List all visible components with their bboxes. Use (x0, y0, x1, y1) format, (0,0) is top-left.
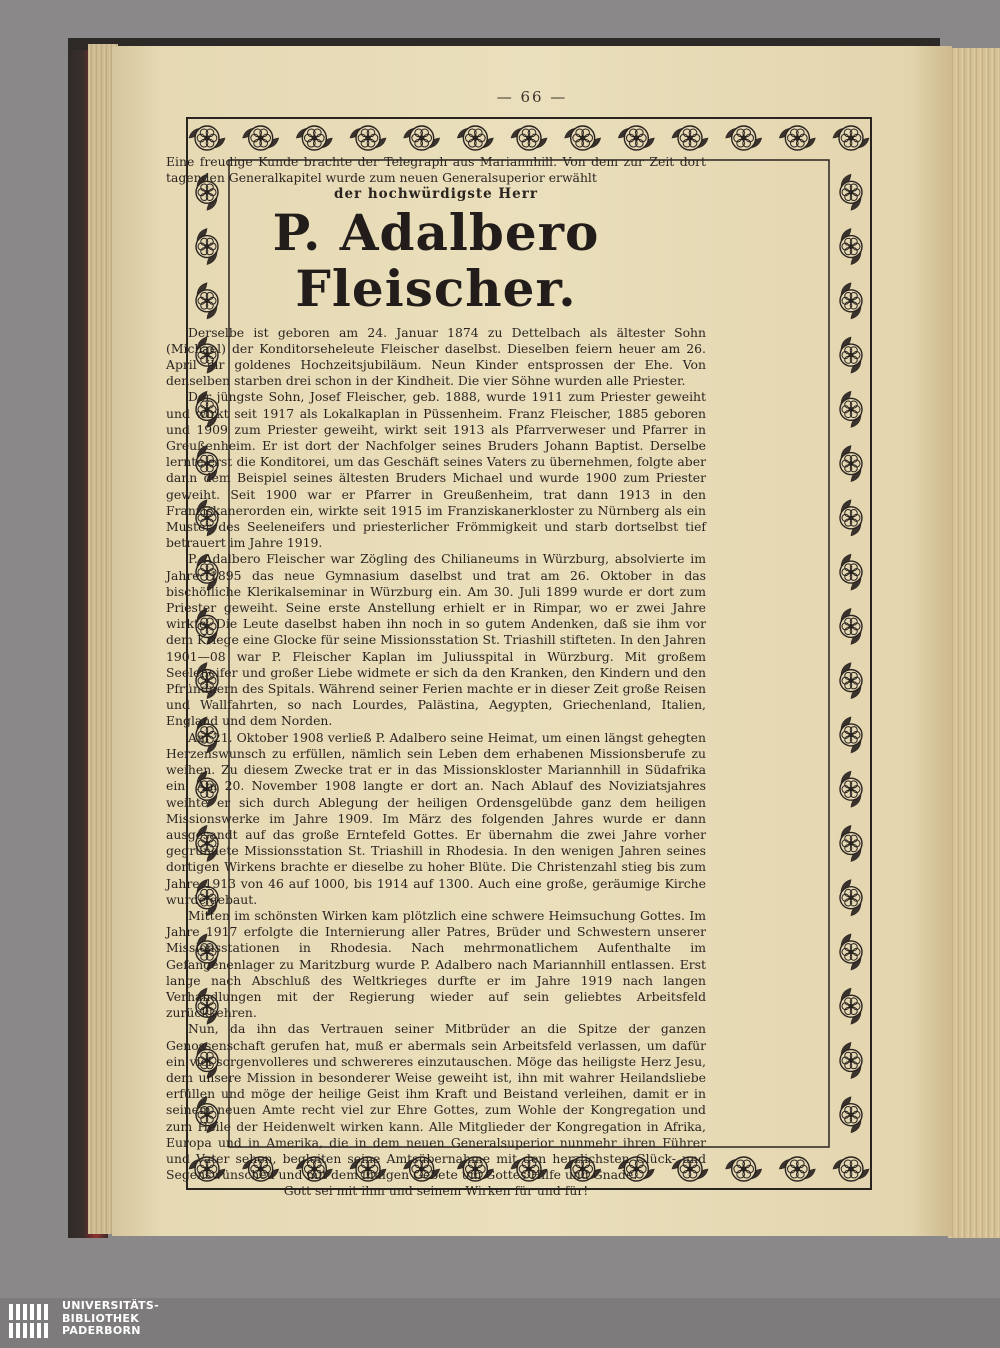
library-name-line: UNIVERSITÄTS- (62, 1299, 159, 1312)
article-subtitle: der hochwürdigste Herr (334, 186, 538, 203)
article (166, 154, 706, 1200)
article-paragraph: Am 21. Oktober 1908 verließ P. Adalbero seine Heimat, um einen längst gehegten Herzenswunsch zu erfüllen, nämlich sein Leben dem erhabenen Missionsberufe zu weihen. Zu diesem Zwecke trat er in das Missionskloster Mariannhill in Südafrika ein. Am 20. November 1908 langte er dort an. Nach Ablauf des Noviziatsjahres weihte er sich durch Ablegung der heiligen Ordensgelübde ganz dem heiligen Missionswerke im Jahre 1909. Im März des folgenden Jahres wurde er dann ausgesandt auf das große Erntefeld Gottes. Er übernahm die zwei Jahre vorher gegründete Missionsstation St. Triashill in Rhodesia. In den wenigen Jahren seines dortigen Wirkens brachte er dieselbe zu hoher Blüte. Die Christenzahl stieg bis zum Jahre 1913 von 46 auf 1000, bis 1914 auf 1300. Auch eine große, geräumige Kirche wurde gebaut. (166, 729, 706, 907)
library-name-line: BIBLIOTHEK (62, 1311, 140, 1325)
article-title: P. Adalbero Fleischer. (272, 202, 600, 318)
page-stack-right (948, 48, 1000, 1238)
article-intro: Eine freudige Kunde brachte der Telegraph aus Mariannhill. Von dem zur Zeit dort tagenden Generalkapitel wurde zum neuen Generalsuperior erwählt (166, 154, 706, 186)
article-paragraph: Derselbe ist geboren am 24. Januar 1874 zu Dettelbach als ältester Sohn (Michael) der Konditorseheleute Fleischer daselbst. Dieselben feiern heuer am 26. April ihr goldenes Hochzeitsjubiläum. Neun Kinder entsprossen der Ehe. Von denselben starben drei schon in der Kindheit. Die vier Söhne wurden alle Priester. (166, 324, 706, 389)
article-paragraph: P. Adalbero Fleischer war Zögling des Chilianeums in Würzburg, absolvierte im Jahre 1895 das neue Gymnasium daselbst und trat am 26. Oktober in das bischöfliche Klerikalseminar in Würzburg ein. Am 30. Juli 1899 wurde er dort zum Priester geweiht. Seine erste Anstellung erhielt er in Rimpar, wo er zwei Jahre wirkte. Die Leute daselbst haben ihn noch in so gutem Andenken, daß sie ihm vor dem Kriege eine Glocke für seine Missionsstation St. Triashill stifteten. In den Jahren 1901—08 war P. Fleischer Kaplan im Juliusspital in Würzburg. Mit großem Seeleneifer und großer Liebe widmete er sich da den Kranken, den Kindern und den Pfründnern des Spitals. Während seiner Ferien machte er in dieser Zeit große Reisen und Wallfahrten, so nach Lourdes, Palästina, Aegypten, Griechenland, Italien, England und dem Norden. (166, 551, 706, 729)
library-name (62, 1300, 159, 1338)
article-paragraph: Der jüngste Sohn, Josef Fleischer, geb. 1888, wurde 1911 zum Priester geweiht und wirkt seit 1917 als Lokalkaplan in Püssenheim. Franz Fleischer, 1885 geboren und 1909 zum Priester geweiht, wirkt seit 1913 als Pfarrverweser und Pfarrer in Greußenheim. Er ist dort der Nachfolger seines Bruders Johann Baptist. Derselbe lernte erst die Konditorei, um das Geschäft seines Vaters zu übernehmen, folgte aber dann dem Beispiel seines ältesten Bruders Michael und wurde 1900 zum Priester geweiht. Seit 1900 war er Pfarrer in Greußenheim, trat dann 1913 in den Franziskanerorden ein, wirkte seit 1915 im Franziskanerkloster zu Nürnberg als ein Muster des Seeleneifers und priesterlicher Frömmigkeit und starb dortselbst tief betrauert im Jahre 1919. (166, 389, 706, 551)
article-paragraph: Mitten im schönsten Wirken kam plötzlich eine schwere Heimsuchung Gottes. Im Jahre 1917 erfolgte die Internierung aller Patres, Brüder und Schwestern unserer Missionsstationen in Rhodesia. Nach mehrmonatlichem Aufenthalte im Gefangenenlager zu Maritzburg wurde P. Adalbero nach Mariannhill entlassen. Erst lange nach Abschluß des Weltkrieges durfte er im Jahre 1919 nach langen Verhandlungen mit der Regierung wieder auf sein geliebtes Arbeitsfeld zurückkehren. (166, 907, 706, 1021)
article-paragraph: Nun, da ihn das Vertrauen seiner Mitbrüder an die Spitze der ganzen Genossenschaft gerufen hat, muß er abermals sein Arbeitsfeld verlassen, um dafür ein viel sorgenvolleres und schwereres einzutauschen. Möge das heiligste Herz Jesu, dem unsere Mission in besonderer Weise geweiht ist, ihn mit wahrer Heilandsliebe erfüllen und möge der heilige Geist ihm Kraft und Beistand verleihen, damit er in seinem neuen Amte recht viel zur Ehre Gottes, zum Wohle der Kongregation und zum Heile der Heidenwelt wirken kann. Alle Mitglieder der Kongregation in Afrika, Europa und in Amerika, die in dem neuen Generalsuperior nunmehr ihren Führer und Vater sehen, begleiten seine Amtsübernahme mit den herzlichsten Glück- und Segenswünschen und mit dem innigen Gebete um Gottes Hilfe und Gnade. (166, 1021, 706, 1183)
library-name-line: PADERBORN (62, 1324, 141, 1337)
article-closing: Gott sei mit ihm und seinem Wirken für und für! (283, 1183, 589, 1199)
page-number: — 66 — (496, 88, 568, 106)
library-logo-icon (8, 1302, 54, 1340)
